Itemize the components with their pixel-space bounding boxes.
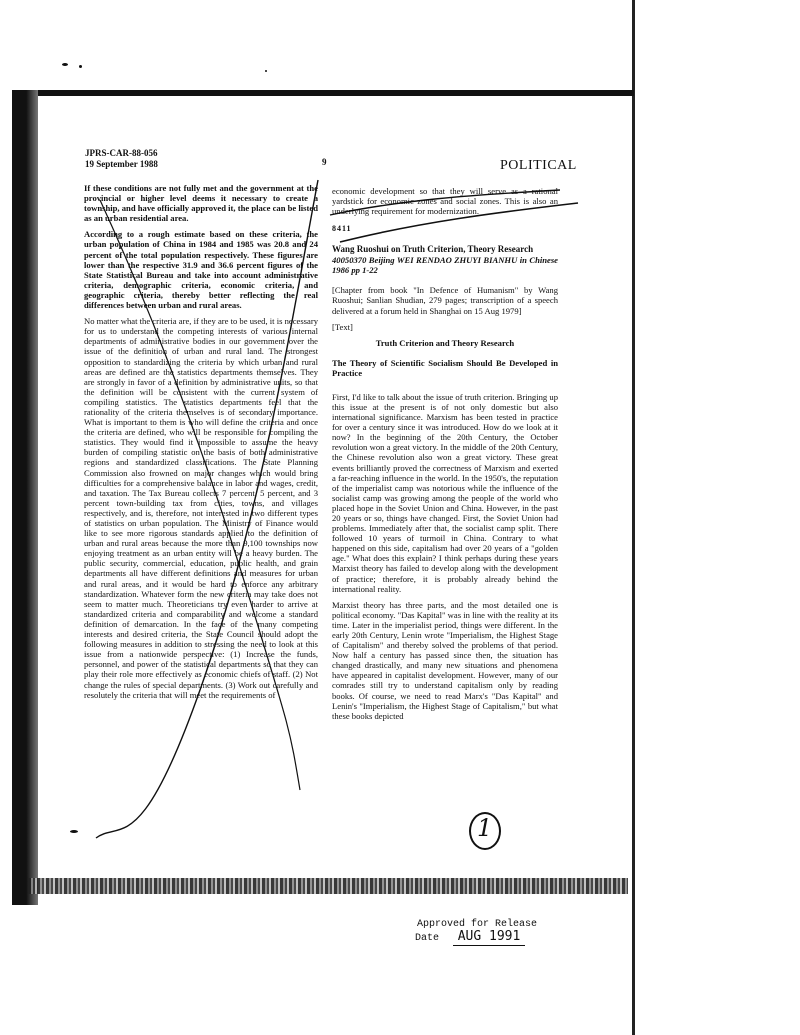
circled-number: 1 — [477, 814, 493, 842]
article-title: Wang Ruoshui on Truth Criterion, Theory Research — [332, 244, 534, 255]
document-header — [85, 148, 158, 170]
article-intro: [Chapter from book "In Defence of Humanism" by Wang Ruoshui; Sanlian Shudian, 279 pages; transcription of a speech delivered at a forum held in Shanghai on 15 Aug 1979] — [332, 285, 558, 316]
document-date: 19 September 1988 — [85, 159, 158, 169]
release-date-value: AUG 1991 — [457, 929, 521, 944]
scan-speck — [70, 830, 78, 833]
left-column — [84, 183, 318, 706]
paragraph: If these conditions are not fully met and the government at the provincial or higher level deems it necessary to create a township, and have officially approved it, the place can be listed as an urban residential area. — [84, 183, 318, 224]
paragraph: No matter what the criteria are, if they are to be used, it is necessary for us to understand the competing interests of various internal departments of administrative bodies in our government over the issue of the definition of urban and rural land. The strongest opposition to standardizing the criteria by which urban and rural areas are defined are the statistics departments themselves. They are strongly in favor of a definition by administrative units, so that the definition will be consistent with the current system of compiling statistics. The statistics departments feel that the rationality of the criteria themselves is of secondary importance. What is important to them is who will define the criteria and once the criteria are defined, who will be responsible for compiling the statistics. They would find it impossible to assume the heavy burden of compiling statistic on the basis of both administrative regions and standardized classifications. The State Planning Commission also frowned on major changes which would bring difficulties for a comprehensive balance in labor and wages, credit, and taxation. The Tax Bureau collects 7 percent, 5 percent, and 3 percent town-building tax from cities, towns, and villages respectively, and is, therefore, not interested in two different types of statistics on urban population. The Ministry of Finance would like to see more rigorous standards applied to the definition of urban and rural areas because the more than 9,100 townships now enjoying treatment as an urban entity will be a heavy burden. The public security, commercial, education, public health, and grain departments all have different definitions and measures for urban and rural areas, and it would be hard to enforce any arbitrary standardization. Whatever form the new criteria may take does not seem to matter much. Theoreticians try even harder to arrive at standardized criteria and comparability and welcome a standard definition of demarcation. In the face of the many competing interests and desired criteria, the State Council should adopt the following measures in addition to stressing the need to look at this issue from a nationwide perspective: (1) Increase the funds, personnel, and power of the statistical departments so that they can play their role more effectively as economic chiefs of staff. (2) Not change the rules of special departments. (3) Work out carefully and resolutely the criteria that will meet the requirements of — [84, 316, 318, 700]
text-tag: [Text] — [332, 321, 353, 332]
scan-border-top — [38, 90, 634, 96]
section-subheading: The Theory of Scientific Socialism Should Be Developed in Practice — [332, 357, 558, 378]
scan-speck — [79, 65, 82, 68]
scan-noise-bottom — [28, 878, 628, 894]
section-heading: Truth Criterion and Theory Research — [375, 337, 515, 348]
release-date-label: Date — [415, 933, 440, 944]
article-source: 40050370 Beijing WEI RENDAO ZHUYI BIANHU in Chinese 1986 pp 1-22 — [332, 255, 558, 276]
page-number: 9 — [322, 157, 327, 167]
scan-speck — [62, 63, 68, 66]
scan-speck — [265, 70, 267, 72]
paragraph: economic development so that they will serve as a rational yardstick for economic zones and social zones. This is also an underlying requirement for modernization. — [332, 186, 558, 217]
paragraph: Marxist theory has three parts, and the most detailed one is political economy. "Das Kapital" was in line with the reality at its time. Later in the imperialist period, things were different. In the early 20th Century, Lenin wrote "Imperialism, the Highest Stage of Capitalism" and thereby solved the problems of that period. Now half a century has passed since then, the situation has changed drastically, and many new situations and phenomena have appeared in capitalist development. However, many of our comrades still try to understand capitalism only by reading books. Of course, we need to read Marx's "Das Kapital" and Lenin's "Imperialism, the Highest Stage of Capitalism," but what these books depicted — [332, 599, 558, 721]
document-id: JPRS-CAR-88-056 — [85, 148, 158, 158]
section-title: POLITICAL — [500, 158, 577, 173]
scan-border-left — [12, 90, 38, 905]
release-label: Approved for Release — [417, 919, 538, 930]
release-stamp — [415, 919, 537, 946]
right-column — [332, 186, 558, 727]
article-separator: 8411 — [332, 224, 352, 234]
paragraph: According to a rough estimate based on these criteria, the urban population of China in 1984 and 1985 was 20.8 and 24 percent of the total population respectively. These figures are lower than the respective 31.9 and 36.6 percent figures of the State Statistical Bureau and take into account administrative criteria, demographic criteria, economic criteria, and geographic criteria, thereby better reflecting the real differences between urban and rural areas. — [84, 229, 318, 311]
paragraph: First, I'd like to talk about the issue of truth criterion. Bringing up this issue at the present is of not only domestic but also international significance. Marxism has been tested in practice for over a century since it was introduced. How do we look at it now? In the beginning of the 20th Century, the October revolution won a great victory. In the middle of the 20th Century, the Chinese revolution also won a great victory. These great events brilliantly proved the correctness of Marxism and exerted a far-reaching influence in the world. In the 1950's, the reputation of the imperialist camp was notorious while the influence of the socialist camp was growing among the people of the world who placed hope in the Soviet Union and China. However, in the past 20 years or so, things have changed. First, the Soviet Union had problems. Immediately after that, the socialist camp split. There followed 10 years of turmoil in China. Contrary to what happened on this side, capitalism had over 20 years of a "golden age." What does this explain? I think perhaps during these years Marxist theory has failed to develop along with the development of practice; therefore, it is probably already behind the international reality. — [332, 391, 558, 594]
page-edge — [632, 0, 635, 1035]
